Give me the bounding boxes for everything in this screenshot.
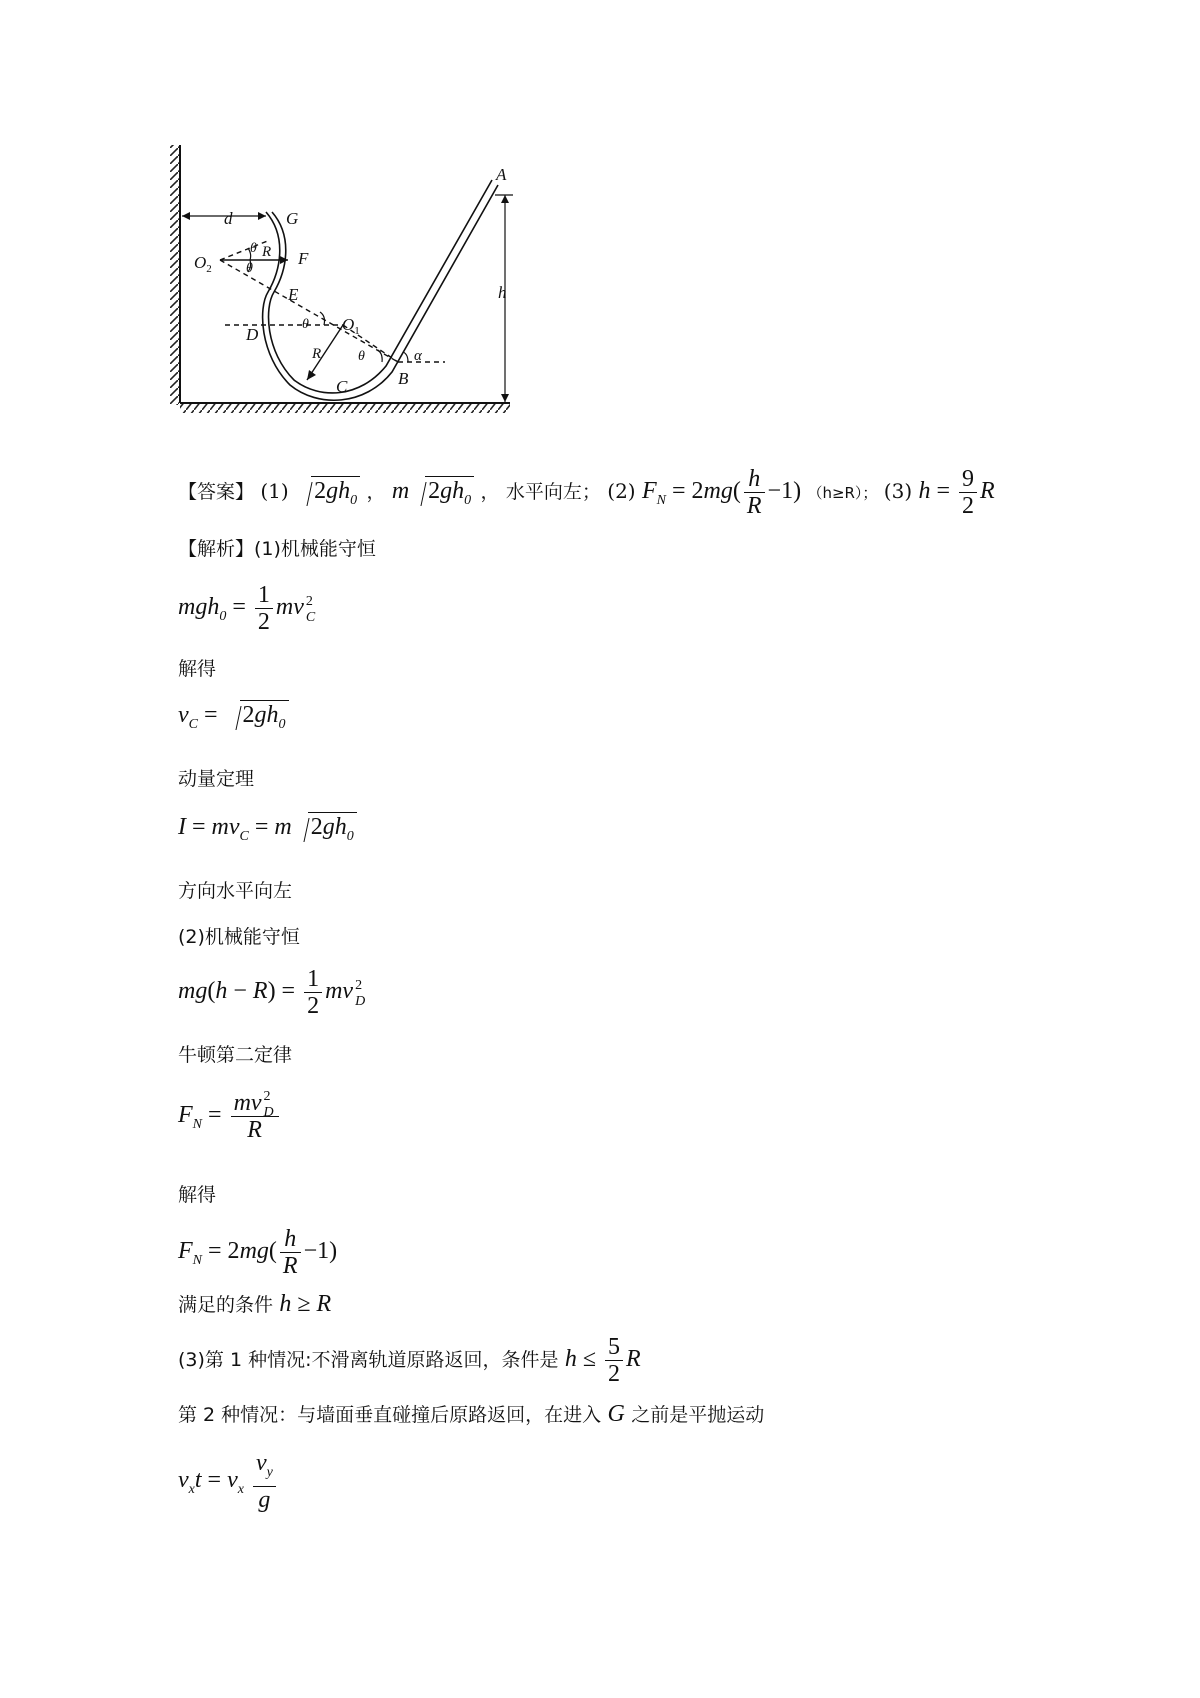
label-A: A xyxy=(496,165,507,184)
text-case2: 第 2 种情况：与墙面垂直碰撞后原路返回，在进入 G 之前是平抛运动 xyxy=(178,1401,765,1427)
label-h: h xyxy=(498,283,507,302)
eq-fn-2: $F_N = 2mg$( $\frac{h}{R}$ −1) xyxy=(178,1226,338,1279)
analysis-heading xyxy=(178,534,376,563)
label-theta-2: θ xyxy=(246,261,253,276)
answer-part1-num: (1) xyxy=(260,479,289,504)
answer-h: h = $\frac{9}{2}$ R xyxy=(918,466,995,519)
eq-projectile: $v_xt = v_x$ $\frac{v_y}{g}$ xyxy=(178,1450,279,1513)
text-jiede-2: 解得 xyxy=(178,1184,217,1206)
eq-vc: $v_C = 2gh_0$ xyxy=(178,700,289,739)
label-alpha: α xyxy=(414,348,422,364)
label-B: B xyxy=(398,369,409,388)
text-case1: (3)第 1 种情况:不滑离轨道原路返回，条件是 h ≤ $\frac{5}{2}$ R xyxy=(178,1334,641,1387)
eq-impulse: $I = mv_C = m$ $2gh_0$ xyxy=(178,812,357,851)
label-O1: $O_1$ xyxy=(342,315,360,337)
answer-sep2: ， xyxy=(480,481,500,504)
answer-part3-num: (3) xyxy=(883,479,913,504)
text-jiede-1: 解得 xyxy=(178,658,217,680)
track-diagram-svg xyxy=(170,140,570,450)
analysis-bracket: 【解析】 xyxy=(178,538,255,560)
answer-vc: $2gh_0$ xyxy=(295,478,360,504)
label-R-upper: R xyxy=(262,244,272,260)
answer-line xyxy=(178,466,995,519)
text-condition: 满足的条件 h ≥ R xyxy=(178,1291,332,1317)
answer-direction: 水平向左； xyxy=(505,481,601,504)
analysis-step1: (1)机械能守恒 xyxy=(254,538,376,560)
answer-part2-num: (2) xyxy=(607,479,636,504)
label-theta-3: θ xyxy=(302,317,309,332)
label-O2: $O_2$ xyxy=(194,253,212,275)
text-momentum: 动量定理 xyxy=(178,768,255,790)
text-direction: 方向水平向左 xyxy=(178,880,293,902)
eq-fn-1: $F_N$ = mv 2 D R xyxy=(178,1090,282,1143)
answer-fn: $F_N = 2mg$( $\frac{h}{R}$ −1) xyxy=(641,466,802,519)
label-C: C xyxy=(336,377,348,396)
text-step2: (2)机械能守恒 xyxy=(178,926,300,948)
wall-hatch xyxy=(170,145,179,405)
track-diagram xyxy=(170,140,570,450)
label-R-lower: R xyxy=(312,346,322,362)
label-F: F xyxy=(298,249,309,268)
text-newton: 牛顿第二定律 xyxy=(178,1044,293,1066)
label-D: D xyxy=(246,325,259,344)
answer-condition: （h≥R）； xyxy=(807,484,878,503)
eq-energy-1: mgh$_0$ = $\frac{1}{2}$ mv 2 C xyxy=(178,582,316,635)
label-E: E xyxy=(288,285,299,304)
answer-bracket: 【答案】 xyxy=(178,481,255,504)
ground-hatch xyxy=(180,403,510,413)
label-theta-1: θ xyxy=(250,241,257,256)
label-theta-4: θ xyxy=(358,349,365,364)
label-d: d xyxy=(224,209,233,228)
answer-impulse: m $2gh_0$ xyxy=(392,478,474,504)
label-G: G xyxy=(286,209,299,228)
answer-sep1: ， xyxy=(366,481,386,504)
eq-energy-2: mg(h − R) = $\frac{1}{2}$ mv 2 D xyxy=(178,966,366,1019)
